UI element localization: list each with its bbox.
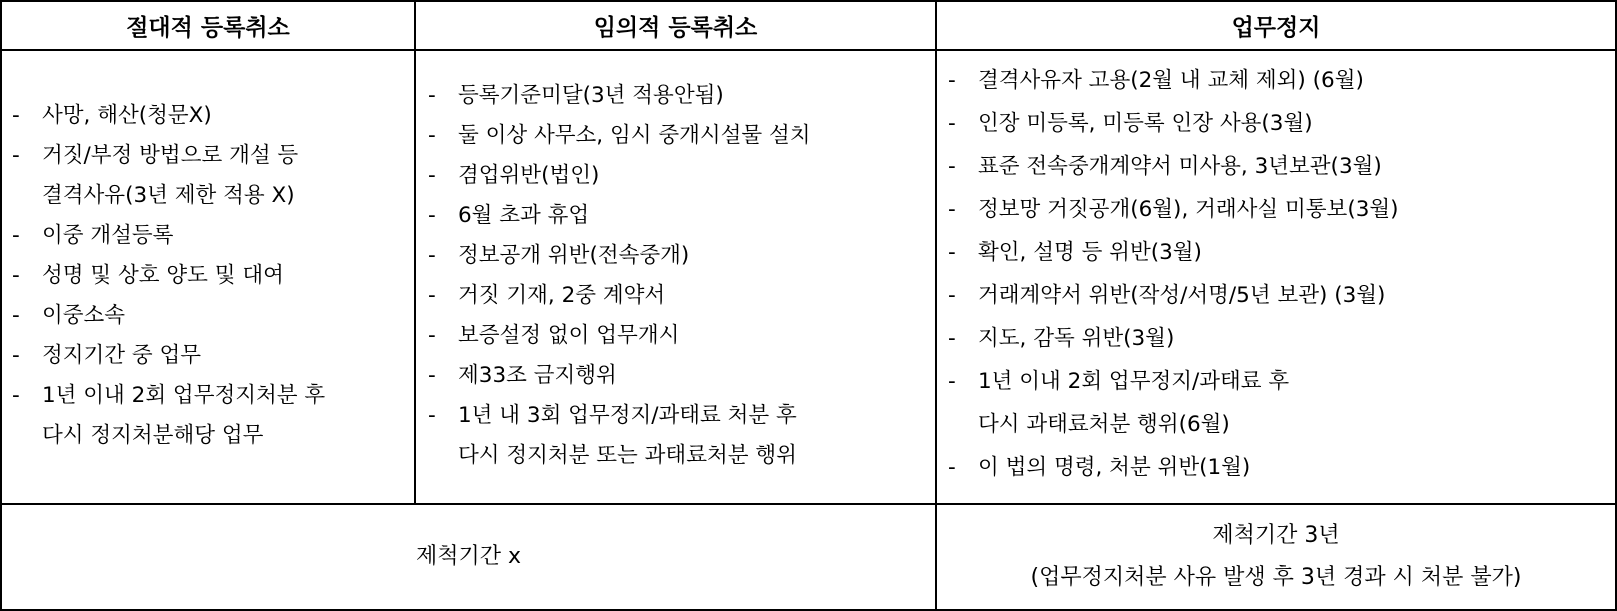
exclusion-period-none-text: 제척기간 x [415, 544, 522, 569]
list-item-text: 이 법의 명령, 처분 위반(1월) [978, 455, 1251, 480]
list-item-text: 1년 이내 2회 업무정지처분 후 [42, 383, 326, 408]
bullet-dash: - [428, 83, 436, 108]
list-item [428, 82, 724, 110]
bullet-dash: - [12, 103, 20, 128]
header-absolute-cancellation: 절대적 등록취소 [126, 15, 290, 41]
bullet-dash: - [948, 326, 956, 351]
bullet-dash: - [948, 111, 956, 136]
list-item-text: 사망, 해산(청문X) [42, 103, 212, 128]
exclusion-period-none [2, 505, 935, 609]
list-item [428, 362, 617, 390]
bullet-dash: - [12, 303, 20, 328]
list-item-text: 다시 정지처분해당 업무 [42, 423, 264, 448]
list-item [948, 454, 1250, 482]
bullet-dash: - [428, 363, 436, 388]
absolute-cancellation-list [12, 102, 412, 462]
list-item [948, 325, 1174, 353]
list-item [948, 110, 1313, 138]
bullet-dash: - [428, 323, 436, 348]
bullet-dash: - [948, 197, 956, 222]
list-item-text: 다시 과태료처분 행위(6월) [978, 412, 1230, 437]
list-item-text: 보증설정 없이 업무개시 [458, 323, 680, 348]
bullet-dash: - [428, 123, 436, 148]
header-business-suspension: 업무정지 [1231, 15, 1321, 41]
header-divider [0, 49, 1617, 51]
list-item-text: 정보공개 위반(전속중개) [458, 243, 690, 268]
list-item-text: 확인, 설명 등 위반(3월) [978, 240, 1202, 265]
list-item-text: 표준 전속중개계약서 미사용, 3년보관(3월) [978, 154, 1382, 179]
list-item [428, 402, 797, 430]
bullet-dash: - [948, 455, 956, 480]
list-item-text: 이중 개설등록 [42, 223, 174, 248]
list-item [948, 282, 1385, 310]
bullet-dash: - [428, 203, 436, 228]
business-suspension-list [948, 67, 1608, 497]
column-divider-1 [414, 0, 416, 505]
bullet-dash: - [948, 68, 956, 93]
list-item-text: 정지기간 중 업무 [42, 343, 202, 368]
list-item-continuation [948, 411, 1230, 439]
list-item-text: 결격사유(3년 제한 적용 X) [42, 183, 295, 208]
bullet-dash: - [428, 243, 436, 268]
list-item-text: 겸업위반(법인) [458, 163, 600, 188]
list-item [428, 322, 679, 350]
list-item [428, 162, 599, 190]
list-item [948, 153, 1382, 181]
list-item-text: 정보망 거짓공개(6월), 거래사실 미통보(3월) [978, 197, 1399, 222]
list-item [428, 202, 589, 230]
list-item [12, 302, 125, 330]
list-item-text: 인장 미등록, 미등록 인장 사용(3월) [978, 111, 1313, 136]
bullet-dash: - [948, 240, 956, 265]
list-item-text: 등록기준미달(3년 적용안됨) [458, 83, 724, 108]
bullet-dash: - [948, 283, 956, 308]
bullet-dash: - [12, 143, 20, 168]
list-item-text: 거래계약서 위반(작성/서명/5년 보관) (3월) [978, 283, 1386, 308]
bullet-dash: - [12, 343, 20, 368]
exclusion-period-note: (업무정지처분 사유 발생 후 3년 경과 시 처분 불가) [1030, 565, 1522, 590]
list-item-continuation [428, 442, 797, 470]
list-item-text: 성명 및 상호 양도 및 대여 [42, 263, 284, 288]
list-item-text: 결격사유자 고용(2월 내 교체 제외) (6월) [978, 68, 1364, 93]
bullet-dash: - [428, 283, 436, 308]
exclusion-period-title: 제척기간 3년 [1212, 523, 1340, 548]
list-item-text: 이중소속 [42, 303, 126, 328]
bullet-dash: - [428, 163, 436, 188]
list-item [12, 222, 173, 250]
header-discretionary-cancellation: 임의적 등록취소 [593, 15, 758, 41]
list-item-continuation [12, 422, 263, 450]
list-item-text: 거짓/부정 방법으로 개설 등 [42, 143, 299, 168]
list-item-text: 1년 이내 2회 업무정지/과태료 후 [978, 369, 1290, 394]
list-item [948, 239, 1202, 267]
list-item-text: 6월 초과 휴업 [458, 203, 590, 228]
list-item [428, 282, 665, 310]
list-item-text: 거짓 기재, 2중 계약서 [458, 283, 666, 308]
bullet-dash: - [12, 263, 20, 288]
list-item-text: 다시 정지처분 또는 과태료처분 행위 [458, 443, 797, 468]
list-item [12, 262, 284, 290]
bullet-dash: - [428, 403, 436, 428]
list-item-continuation [12, 182, 295, 210]
list-item [948, 368, 1289, 396]
bullet-dash: - [12, 383, 20, 408]
discretionary-cancellation-list [428, 82, 928, 482]
list-item [12, 102, 212, 130]
list-item [12, 342, 201, 370]
bullet-dash: - [948, 369, 956, 394]
list-item-text: 1년 내 3회 업무정지/과태료 처분 후 [458, 403, 797, 428]
bullet-dash: - [948, 154, 956, 179]
list-item [12, 142, 298, 170]
bullet-dash: - [12, 223, 20, 248]
list-item-text: 지도, 감독 위반(3월) [978, 326, 1175, 351]
list-item [428, 122, 811, 150]
list-item-text: 둘 이상 사무소, 임시 중개시설물 설치 [458, 123, 811, 148]
list-item-text: 제33조 금지행위 [458, 363, 617, 388]
exclusion-period-three-years [937, 505, 1615, 609]
list-item [948, 196, 1399, 224]
list-item [12, 382, 325, 410]
list-item [428, 242, 689, 270]
list-item [948, 67, 1364, 95]
